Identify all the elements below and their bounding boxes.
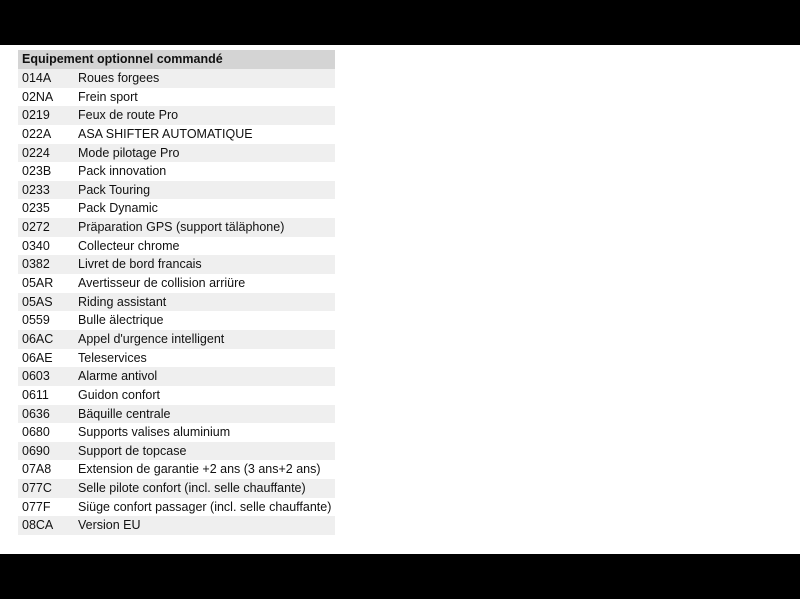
- option-description: Avertisseur de collision arriüre: [78, 276, 246, 291]
- table-row: [18, 106, 335, 125]
- option-description: Pack Dynamic: [78, 201, 158, 216]
- option-description: Feux de route Pro: [78, 108, 179, 123]
- option-description: Support de topcase: [78, 443, 187, 458]
- table-row: [18, 311, 335, 330]
- table-row: [18, 405, 335, 424]
- option-code: 0272: [22, 220, 50, 235]
- option-code: 05AR: [22, 276, 54, 291]
- table-row: [18, 237, 335, 256]
- option-description: ASA SHIFTER AUTOMATIQUE: [78, 126, 253, 141]
- table-row: [18, 386, 335, 405]
- option-code: 0382: [22, 257, 50, 272]
- table-row: [18, 293, 335, 312]
- document-page: [0, 45, 800, 554]
- table-row: [18, 330, 335, 349]
- option-description: Alarme antivol: [78, 369, 158, 384]
- option-code: 06AE: [22, 350, 53, 365]
- option-description: Pack innovation: [78, 164, 167, 179]
- option-code: 06AC: [22, 331, 54, 346]
- option-code: 0340: [22, 238, 50, 253]
- table-row: [18, 274, 335, 293]
- option-code: 0235: [22, 201, 50, 216]
- option-code: 0224: [22, 145, 50, 160]
- option-code: 0219: [22, 108, 50, 123]
- option-code: 077F: [22, 499, 51, 514]
- option-description: Guidon confort: [78, 387, 160, 402]
- option-description: Version EU: [78, 518, 141, 533]
- option-description: Selle pilote confort (incl. selle chauffante): [78, 481, 306, 496]
- option-code: 0233: [22, 182, 50, 197]
- option-description: Extension de garantie +2 ans (3 ans+2 ans): [78, 462, 321, 477]
- option-code: 0636: [22, 406, 50, 421]
- table-body: [18, 69, 335, 535]
- option-code: 07A8: [22, 462, 52, 477]
- option-code: 0603: [22, 369, 50, 384]
- options-table: [18, 50, 335, 535]
- table-row: [18, 349, 335, 368]
- table-row: [18, 69, 335, 88]
- table-row: [18, 442, 335, 461]
- option-code: 022A: [22, 126, 52, 141]
- table-row: [18, 144, 335, 163]
- table-row: [18, 218, 335, 237]
- option-code: 023B: [22, 164, 52, 179]
- option-code: 0611: [22, 387, 49, 402]
- option-code: 08CA: [22, 518, 54, 533]
- option-description: Frein sport: [78, 89, 138, 104]
- option-code: 0559: [22, 313, 50, 328]
- option-description: Roues forgees: [78, 71, 160, 85]
- table-row: [18, 181, 335, 200]
- table-title: Equipement optionnel commandé: [18, 50, 335, 69]
- table-row: [18, 255, 335, 274]
- option-description: Mode pilotage Pro: [78, 145, 180, 160]
- option-description: Bulle älectrique: [78, 313, 164, 328]
- option-description: Siüge confort passager (incl. selle chauffante): [78, 499, 332, 514]
- option-code: 077C: [22, 481, 52, 496]
- option-description: Präparation GPS (support täläphone): [78, 220, 285, 235]
- option-description: Appel d'urgence intelligent: [78, 331, 225, 346]
- table-row: [18, 460, 335, 479]
- table-row: [18, 498, 335, 517]
- table-row: [18, 125, 335, 144]
- table-row: [18, 479, 335, 498]
- option-code: 02NA: [22, 89, 54, 104]
- option-description: Teleservices: [78, 350, 147, 365]
- option-code: 0690: [22, 443, 50, 458]
- option-code: 0680: [22, 425, 50, 440]
- table-row: [18, 423, 335, 442]
- option-code: 05AS: [22, 294, 53, 309]
- table-row: [18, 367, 335, 386]
- table-row: [18, 516, 335, 535]
- option-description: Pack Touring: [78, 182, 151, 197]
- option-code: 014A: [22, 71, 52, 85]
- table-row: [18, 162, 335, 181]
- table-row: [18, 88, 335, 107]
- option-description: Riding assistant: [78, 294, 167, 309]
- option-description: Supports valises aluminium: [78, 425, 231, 440]
- option-description: Livret de bord francais: [78, 257, 202, 272]
- table-row: [18, 199, 335, 218]
- option-description: Collecteur chrome: [78, 238, 180, 253]
- option-description: Bäquille centrale: [78, 406, 171, 421]
